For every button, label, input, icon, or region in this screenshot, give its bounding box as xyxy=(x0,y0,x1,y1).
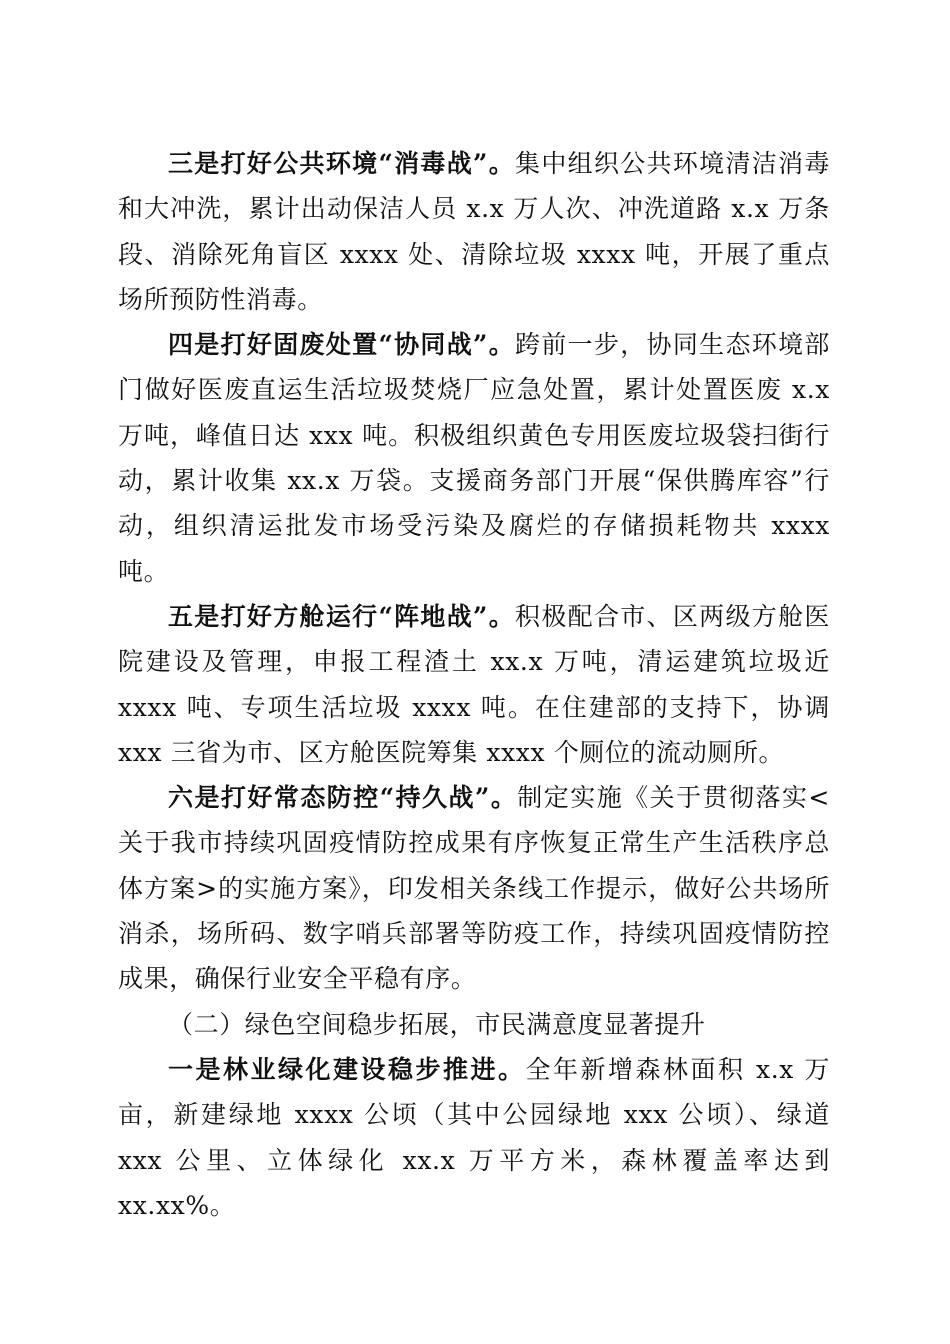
paragraph-disinfection xyxy=(118,141,830,322)
paragraph-text: 制定实施《关于贯彻落实<关于我市持续巩固疫情防控成果有序恢复正常生产生活秩序总体方案>的实施方案》，印发相关条线工作提示，做好公共场所消杀，场所码、数字哨兵部署等防疫工作，持续巩固疫情防控成果，确保行业安全平稳有序。 xyxy=(118,783,830,994)
paragraph-lead: 三是打好公共环境“消毒战”。 xyxy=(168,149,516,178)
paragraph-lead: 一是林业绿化建设稳步推进。 xyxy=(168,1054,526,1084)
paragraph-text: 集中组织公共环境清洁消毒和大冲洗，累计出动保洁人员 x.x 万人次、冲洗道路 x.x 万条段、消除死角盲区 xxxx 处、清除垃圾 xxxx 吨，开展了重点场所预防性消毒。 xyxy=(118,149,830,314)
paragraph-normalized-control xyxy=(118,775,830,1001)
section-heading: （二）绿色空间稳步拓展，市民满意度显著提升 xyxy=(168,1009,706,1039)
paragraph-forestry xyxy=(118,1047,830,1228)
paragraph-field-hospital xyxy=(118,594,830,775)
paragraph-solid-waste xyxy=(118,322,830,594)
paragraph-text: 全年新增森林面积 x.x 万亩，新建绿地 xxxx 公顷（其中公园绿地 xxx 公顷）、绿道 xxx 公里、立体绿化 xx.x 万平方米，森林覆盖率达到 xx.xx%。 xyxy=(118,1054,830,1220)
paragraph-lead: 五是打好方舱运行“阵地战”。 xyxy=(168,601,516,631)
paragraph-lead: 四是打好固废处置“协同战”。 xyxy=(168,330,516,360)
paragraph-text: 跨前一步，协同生态环境部门做好医废直运生活垃圾焚烧厂应急处置，累计处置医废 x.x 万吨，峰值日达 xxx 吨。积极组织黄色专用医废垃圾袋扫街行动，累计收集 xx.x 万袋。支援商务部门开展“保供腾库容”行动，组织清运批发市场受污染及腐烂的存储损耗物共 xxxx 吨。 xyxy=(118,330,830,586)
paragraph-text: 积极配合市、区两级方舱医院建设及管理，申报工程渣土 xx.x 万吨，清运建筑垃圾近 xxxx 吨、专项生活垃圾 xxxx 吨。在住建部的支持下，协调 xxx 三省为市、区方舱医院筹集 xxxx 个厕位的流动厕所。 xyxy=(118,601,830,767)
document-body xyxy=(118,141,830,1228)
paragraph-lead: 六是打好常态防控“持久战”。 xyxy=(168,783,518,813)
